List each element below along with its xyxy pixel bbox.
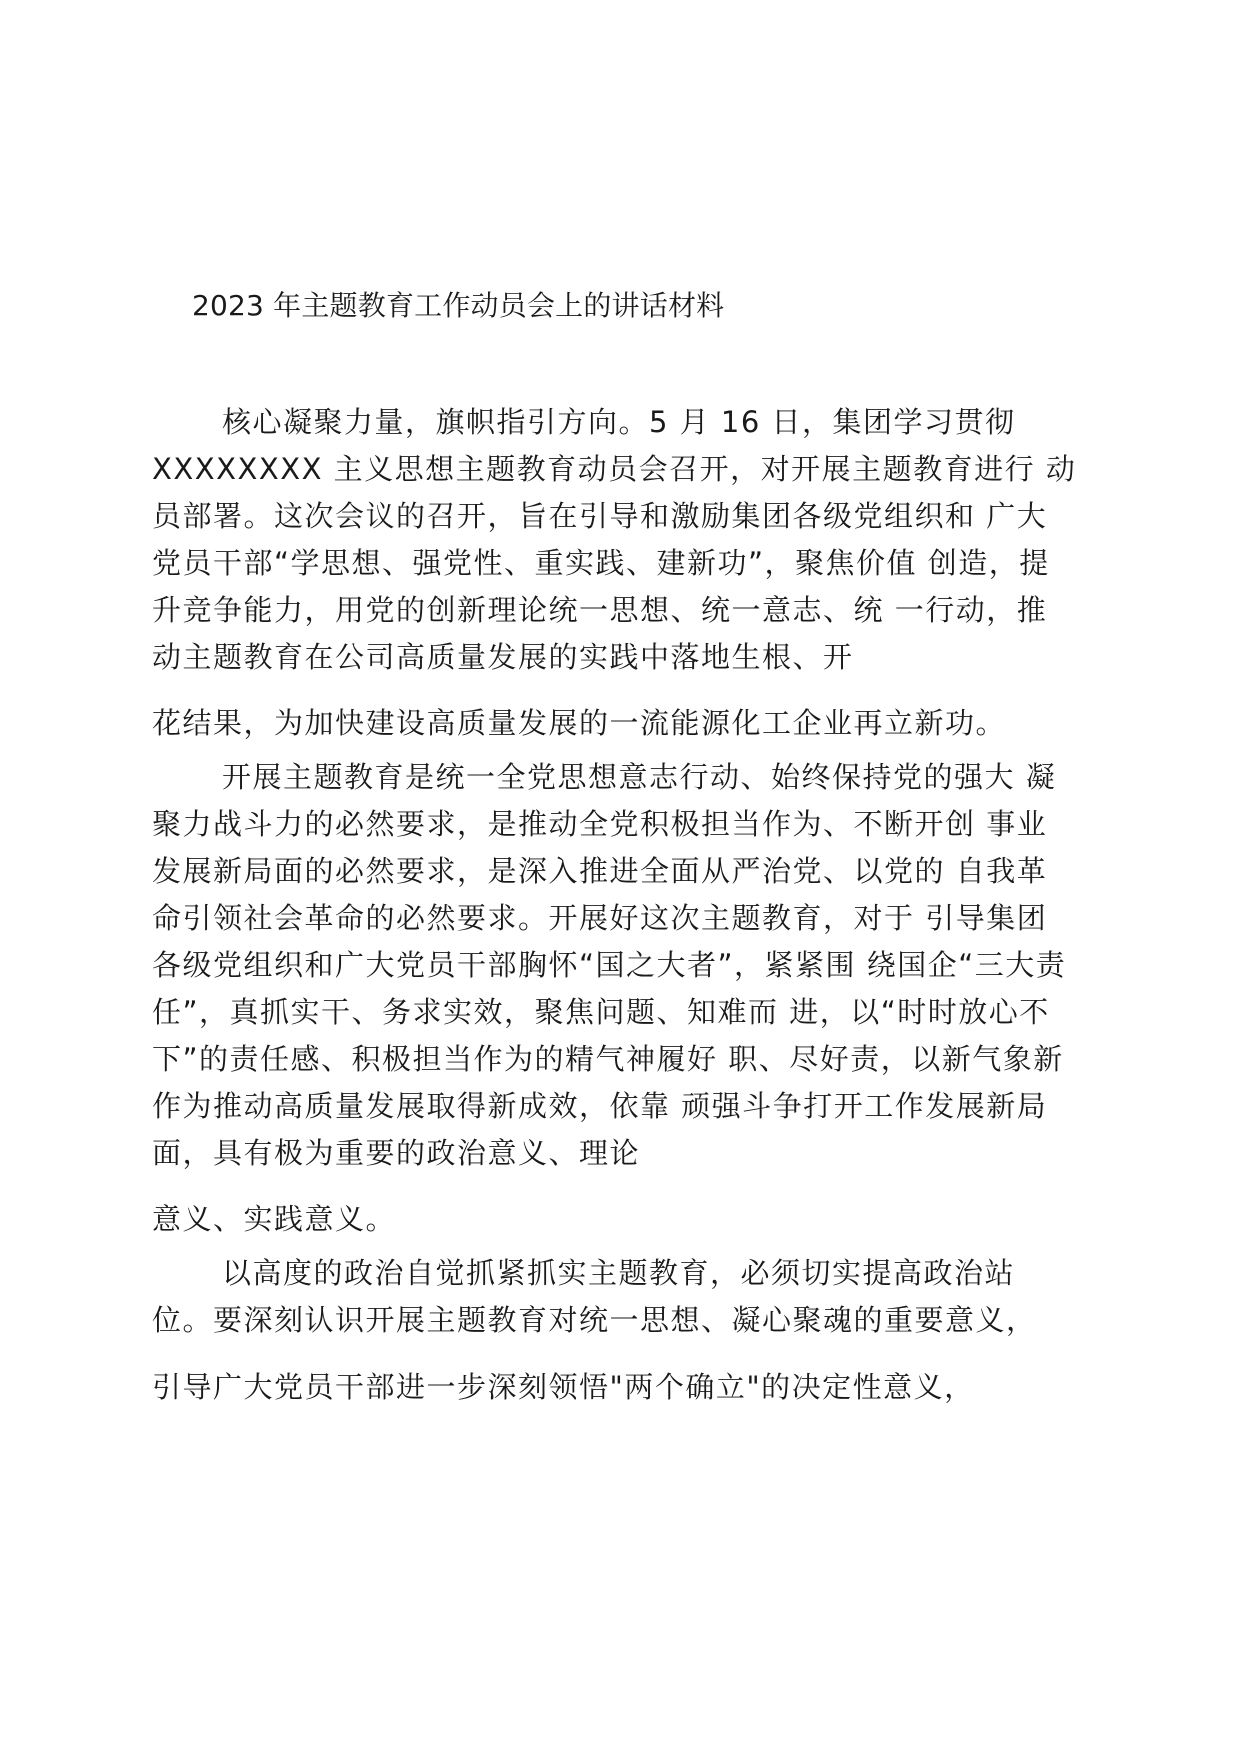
paragraph-line: 核心凝聚力量，旗帜指引方向。5 月 16 日，集团学习贯彻 — [222, 405, 1016, 439]
document-title: 2023 年主题教育工作动员会上的讲话材料 — [192, 289, 725, 322]
paragraph-line: 聚力战斗力的必然要求，是推动全党积极担当作为、不断开创 事业 — [152, 807, 1048, 841]
paragraph-line: 作为推动高质量发展取得新成效，依靠 顽强斗争打开工作发展新局 — [152, 1089, 1048, 1123]
paragraph-line: XXXXXXXX 主义思想主题教育动员会召开，对开展主题教育进行 动 — [152, 452, 1077, 486]
paragraph-line: 发展新局面的必然要求，是深入推进全面从严治党、以党的 自我革 — [152, 854, 1048, 888]
paragraph-line: 以高度的政治自觉抓紧抓实主题教育，必须切实提高政治站 — [222, 1256, 1016, 1290]
paragraph-line: 意义、实践意义。 — [152, 1202, 397, 1236]
paragraph-line: 员部署。这次会议的召开，旨在引导和激励集团各级党组织和 广大 — [152, 499, 1048, 533]
paragraph-line: 开展主题教育是统一全党思想意志行动、始终保持党的强大 凝 — [222, 760, 1057, 794]
paragraph-line: 面，具有极为重要的政治意义、理论 — [152, 1136, 641, 1170]
paragraph-line: 各级党组织和广大党员干部胸怀“国之大者”，紧紧围 绕国企“三大责 — [152, 948, 1067, 982]
paragraph-line: 动主题教育在公司高质量发展的实践中落地生根、开 — [152, 640, 854, 674]
paragraph-line: 位。要深刻认识开展主题教育对统一思想、凝心聚魂的重要意义， — [152, 1303, 1037, 1337]
paragraph-line: 花结果，为加快建设高质量发展的一流能源化工企业再立新功。 — [152, 706, 1007, 740]
paragraph-line: 命引领社会革命的必然要求。开展好这次主题教育，对于 引导集团 — [152, 901, 1048, 935]
paragraph-line: 下”的责任感、积极担当作为的精气神履好 职、尽好责，以新气象新 — [152, 1042, 1064, 1076]
paragraph-line: 升竞争能力，用党的创新理论统一思想、统一意志、统 一行动，推 — [152, 593, 1048, 627]
paragraph-line: 党员干部“学思想、强党性、重实践、建新功”，聚焦价值 创造，提 — [152, 546, 1050, 580]
paragraph-line: 引导广大党员干部进一步深刻领悟"两个确立"的决定性意义， — [152, 1370, 975, 1404]
paragraph-line: 任”，真抓实干、务求实效，聚焦问题、知难而 进，以“时时放心不 — [152, 995, 1050, 1029]
